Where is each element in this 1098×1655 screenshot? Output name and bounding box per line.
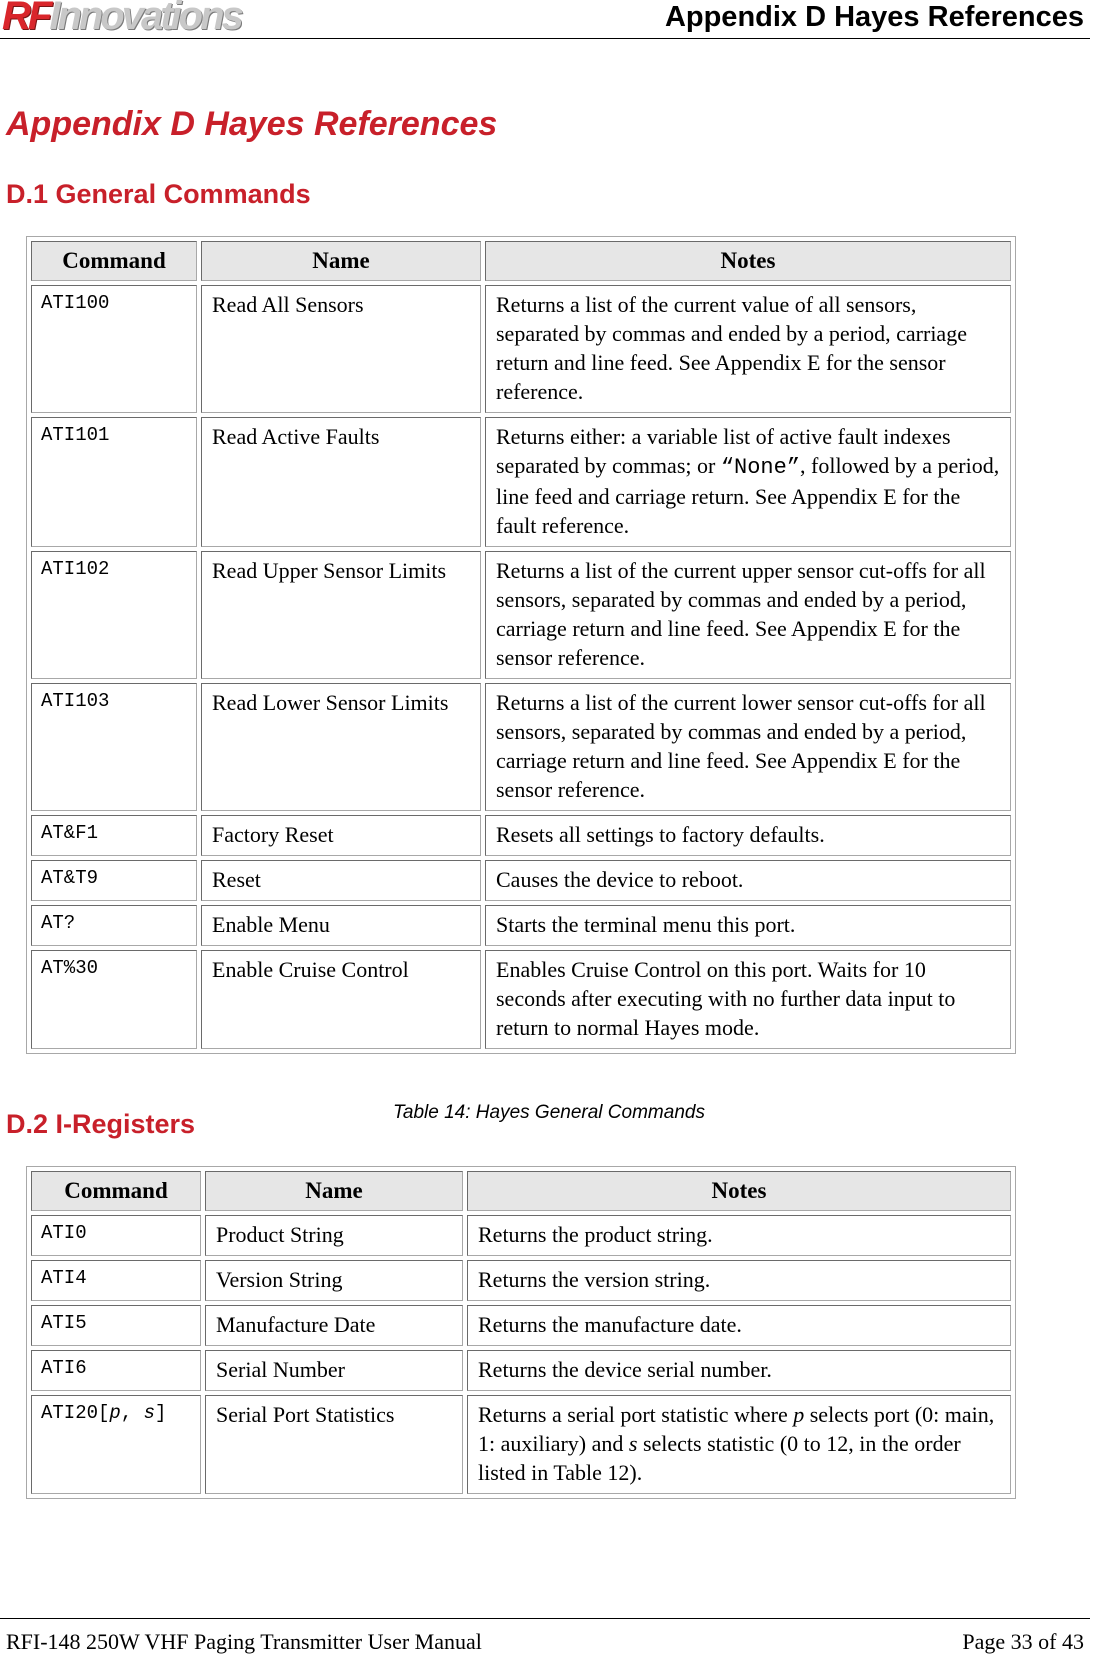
table-header-row [31,241,1011,281]
notes-cell: Returns either: a variable list of active fault indexes separated by commas; or “None”, followed by a period, line feed and carriage return. See Appendix E for the fault reference. [485,417,1011,547]
table-row [31,1395,1011,1494]
table-row [31,1305,1011,1346]
name-cell: Version String [205,1260,463,1301]
notes-cell: Returns the device serial number. [467,1350,1011,1391]
page-title: Appendix D Hayes References [6,105,498,143]
name-cell: Reset [201,860,481,901]
header-title: Appendix D Hayes References [664,1,1084,33]
notes-cell: Returns the product string. [467,1215,1011,1256]
command-cell: ATI103 [31,683,197,811]
notes-cell: Resets all settings to factory defaults. [485,815,1011,856]
column-header-name: Name [205,1171,463,1211]
i-registers-table [26,1166,1016,1499]
table-caption: Table 14: Hayes General Commands [393,1102,705,1123]
page-footer [0,1618,1090,1655]
notes-cell: Returns a list of the current value of all sensors, separated by commas and ended by a period, carriage return and line feed. See Appendix E for the sensor reference. [485,285,1011,413]
name-cell: Enable Menu [201,905,481,946]
notes-cell: Enables Cruise Control on this port. Waits for 10 seconds after executing with no further data input to return to normal Hayes mode. [485,950,1011,1049]
notes-cell: Returns the version string. [467,1260,1011,1301]
table-row [31,860,1011,901]
name-cell: Factory Reset [201,815,481,856]
general-commands-table [26,236,1016,1054]
table-row [31,683,1011,811]
command-cell: AT&T9 [31,860,197,901]
column-header-notes: Notes [467,1171,1011,1211]
name-cell: Read All Sensors [201,285,481,413]
column-header-command: Command [31,1171,201,1211]
name-cell: Read Lower Sensor Limits [201,683,481,811]
table-row [31,905,1011,946]
table-row [31,1260,1011,1301]
code-none: “None” [720,455,801,480]
command-cell: AT&F1 [31,815,197,856]
table-header-row [31,1171,1011,1211]
command-cell: ATI5 [31,1305,201,1346]
command-cell: ATI100 [31,285,197,413]
name-cell: Serial Number [205,1350,463,1391]
page-header [0,0,1090,39]
name-cell: Read Upper Sensor Limits [201,551,481,679]
column-header-command: Command [31,241,197,281]
table-row [31,285,1011,413]
notes-cell: Returns a list of the current lower sensor cut-offs for all sensors, separated by commas and ended by a period, carriage return and line feed. See Appendix E for the sensor reference. [485,683,1011,811]
section-title-general-commands: D.1 General Commands [6,179,311,209]
name-cell: Enable Cruise Control [201,950,481,1049]
notes-cell: Starts the terminal menu this port. [485,905,1011,946]
command-cell: AT? [31,905,197,946]
table-row [31,815,1011,856]
command-cell: ATI102 [31,551,197,679]
section-title-i-registers: D.2 I-Registers [6,1109,196,1139]
command-cell: ATI20[p, s] [31,1395,201,1494]
notes-cell: Returns the manufacture date. [467,1305,1011,1346]
notes-cell: Causes the device to reboot. [485,860,1011,901]
notes-cell: Returns a list of the current upper sensor cut-offs for all sensors, separated by commas and ended by a period, carriage return and line feed. See Appendix E for the sensor reference. [485,551,1011,679]
page-number: Page 33 of 43 [962,1629,1084,1654]
document-title: RFI-148 250W VHF Paging Transmitter User Manual [6,1629,482,1654]
name-cell: Serial Port Statistics [205,1395,463,1494]
name-cell: Read Active Faults [201,417,481,547]
table-row [31,1350,1011,1391]
table-row [31,1215,1011,1256]
company-logo: RFInnovations [2,0,241,38]
table-row [31,950,1011,1049]
table-row [31,551,1011,679]
command-cell: ATI0 [31,1215,201,1256]
command-cell: AT%30 [31,950,197,1049]
name-cell: Product String [205,1215,463,1256]
command-cell: ATI4 [31,1260,201,1301]
column-header-notes: Notes [485,241,1011,281]
command-cell: ATI6 [31,1350,201,1391]
notes-cell: Returns a serial port statistic where p selects port (0: main, 1: auxiliary) and s selects statistic (0 to 12, in the order listed in Table 12). [467,1395,1011,1494]
column-header-name: Name [201,241,481,281]
table-row [31,417,1011,547]
command-cell: ATI101 [31,417,197,547]
name-cell: Manufacture Date [205,1305,463,1346]
